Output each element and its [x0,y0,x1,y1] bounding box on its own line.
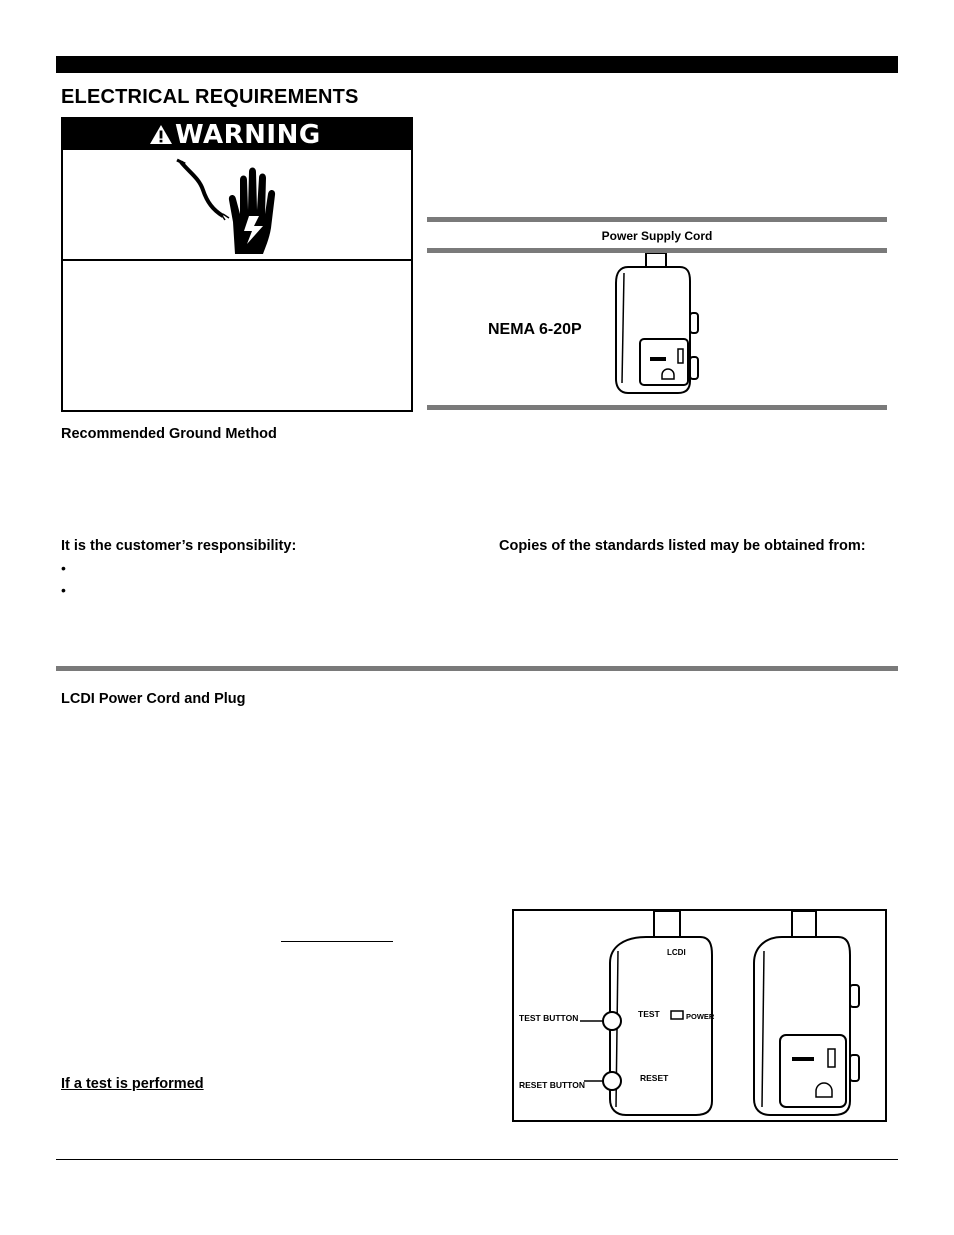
header-bar [56,56,898,73]
lcdi-heading: LCDI Power Cord and Plug [61,691,246,707]
electrical-shock-hand-icon [63,150,411,259]
standards-heading: Copies of the standards listed may be obtained from: [499,538,866,554]
exclamation-triangle-icon [149,124,173,145]
lcdi-figure [512,909,887,1122]
reset-button-callout: RESET BUTTON [519,1080,585,1090]
warning-header [63,119,411,150]
table-bottom-rule [427,405,887,410]
test-performed-note: If a test is performed [61,1076,204,1092]
responsibility-heading: It is the customer’s responsibility: [61,538,297,554]
lcdi-plug-illustration [610,253,705,395]
warning-label: WARNING [175,120,321,150]
reset-label: RESET [640,1073,669,1083]
underline-blank [281,941,393,942]
lcdi-label: LCDI [667,948,686,957]
warning-divider [63,259,411,261]
table-top-rule [427,217,887,222]
power-label: POWER [686,1012,715,1021]
power-supply-cord-header: Power Supply Cord [601,229,713,243]
recommended-ground-heading: Recommended Ground Method [61,426,277,442]
test-button-callout: TEST BUTTON [519,1013,579,1023]
test-label: TEST [638,1009,660,1019]
warning-box [61,117,413,412]
section-title: ELECTRICAL REQUIREMENTS [61,86,359,108]
footer-rule [56,1159,898,1160]
warning-picture [63,150,411,259]
bullet-marker: • [61,582,66,598]
section-divider [56,666,898,671]
bullet-marker: • [61,560,66,576]
plug-type-label: NEMA 6-20P [488,321,582,338]
